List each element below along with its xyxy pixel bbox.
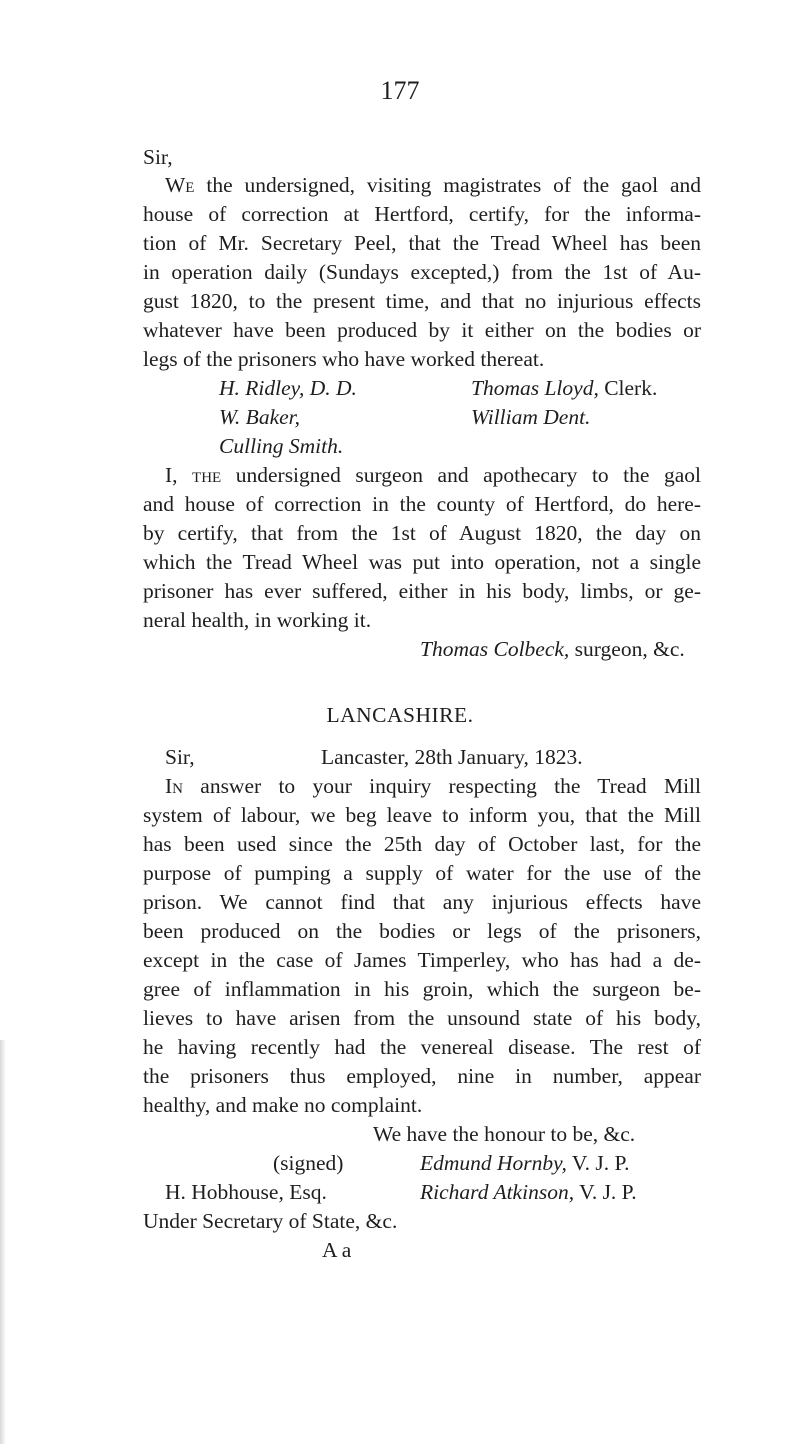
signature-atkinson: Richard Atkinson, V. J. P. — [420, 1180, 637, 1204]
lancashire-line-6: been produced on the bodies or legs of the prisoners, — [143, 919, 701, 943]
letter1-line-2: house of correction at Hertford, certify, for the informa- — [143, 202, 701, 226]
lancashire-salutation: Sir, — [165, 745, 195, 769]
lancashire-line-11: the prisoners thus employed, nine in number, appear — [143, 1064, 701, 1088]
addressee-name: H. Hobhouse, Esq. — [165, 1180, 327, 1204]
lancashire-line-3: has been used since the 25th day of October last, for the — [143, 832, 701, 856]
lancashire-line-1: In answer to your inquiry respecting the Tread Mill — [143, 771, 701, 801]
lancashire-closing: We have the honour to be, &c. — [373, 1122, 636, 1146]
surgeon-line-4: which the Tread Wheel was put into operation, not a single — [143, 550, 701, 574]
lancashire-line-4: purpose of pumping a supply of water for the use of the — [143, 861, 701, 885]
signature-colbeck: Thomas Colbeck, surgeon, &c. — [420, 637, 685, 661]
signature-mark: A a — [322, 1238, 352, 1262]
lancashire-dateline: Lancaster, 28th January, 1823. — [321, 745, 583, 769]
surgeon-line-5: prisoner has ever suffered, either in his body, limbs, or ge- — [143, 579, 701, 603]
letter1-lead: We — [165, 173, 195, 197]
letter1-line-5: gust 1820, to the present time, and that no injurious effects — [143, 289, 701, 313]
letter1-line-6: whatever have been produced by it either on the bodies or — [143, 318, 701, 342]
lancashire-line-8: gree of inflammation in his groin, which the surgeon be- — [143, 977, 701, 1001]
signature-hornby: Edmund Hornby, V. J. P. — [420, 1151, 630, 1175]
letter1-line-7: legs of the prisoners who have worked thereat. — [143, 347, 545, 371]
section-heading-lancashire: LANCASHIRE. — [326, 703, 474, 727]
lancashire-line-9: lieves to have arisen from the unsound state of his body, — [143, 1006, 701, 1030]
signed-label: (signed) — [273, 1151, 344, 1175]
surgeon-lead: I, the — [165, 463, 222, 487]
lancashire-line-12: healthy, and make no complaint. — [143, 1093, 423, 1117]
lancashire-line-7: except in the case of James Timperley, who has had a de- — [143, 948, 701, 972]
lancashire-lead: In — [165, 774, 183, 798]
surgeon-line-6: neral health, in working it. — [143, 608, 372, 632]
signature-smith: Culling Smith. — [219, 434, 344, 458]
addressee-title: Under Secretary of State, &c. — [143, 1209, 398, 1233]
surgeon-line-2: and house of correction in the county of Hertford, do here- — [143, 492, 701, 516]
letter1-salutation: Sir, — [143, 145, 173, 169]
signature-ridley: H. Ridley, D. D. — [219, 376, 357, 400]
page-number: 177 — [380, 76, 420, 105]
page-edge-shadow — [0, 1040, 6, 1444]
signature-baker: W. Baker, — [219, 405, 301, 429]
letter1-line-4: in operation daily (Sundays excepted,) from the 1st of Au- — [143, 260, 701, 284]
surgeon-line-3: by certify, that from the 1st of August 1820, the day on — [143, 521, 701, 545]
lancashire-line-5: prison. We cannot find that any injurious effects have — [143, 890, 701, 914]
signature-lloyd: Thomas Lloyd, Clerk. — [471, 376, 658, 400]
surgeon-line-1: I, the undersigned surgeon and apothecary to the gaol — [143, 460, 701, 490]
lancashire-line-2: system of labour, we beg leave to inform you, that the Mill — [143, 803, 701, 827]
letter1-line-1: We the undersigned, visiting magistrates of the gaol and — [143, 170, 701, 200]
lancashire-line-10: he having recently had the venereal disease. The rest of — [143, 1035, 701, 1059]
signature-dent: William Dent. — [471, 405, 591, 429]
letter1-line-3: tion of Mr. Secretary Peel, that the Tread Wheel has been — [143, 231, 701, 255]
